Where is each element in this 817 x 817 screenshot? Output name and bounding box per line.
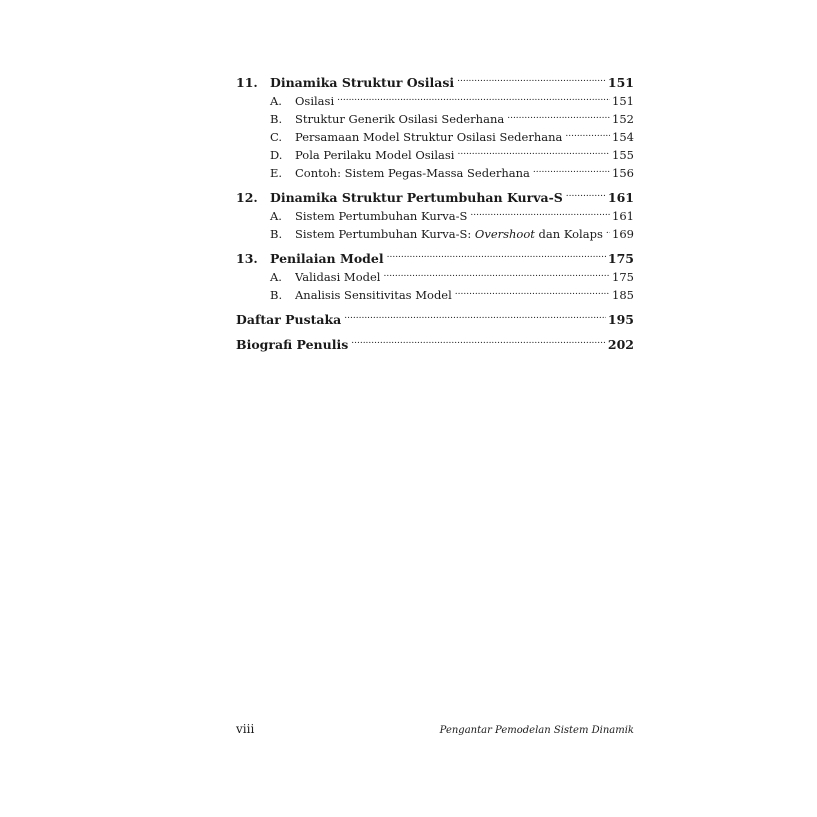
dot-leader bbox=[566, 190, 606, 203]
page-number: 152 bbox=[612, 112, 634, 126]
item-title-prefix: Sistem Pertumbuhan Kurva-S: bbox=[295, 227, 475, 241]
footer-book-title: Pengantar Pemodelan Sistem Dinamik bbox=[439, 725, 634, 736]
toc-bibliography[interactable] bbox=[236, 310, 634, 329]
toc-chapter-12[interactable] bbox=[236, 188, 634, 207]
item-title: Struktur Generik Osilasi Sederhana bbox=[295, 112, 505, 126]
dot-leader bbox=[351, 337, 606, 350]
chapter-title: Penilaian Model bbox=[270, 251, 384, 266]
page-number: 151 bbox=[607, 75, 634, 90]
dot-leader bbox=[533, 166, 610, 178]
dot-leader bbox=[457, 148, 610, 160]
item-title-italic: Overshoot bbox=[474, 227, 535, 241]
page-number: 195 bbox=[607, 312, 634, 327]
dot-leader bbox=[507, 112, 610, 124]
chapter-number: 11. bbox=[236, 75, 258, 90]
item-letter: B. bbox=[270, 288, 283, 302]
item-letter: E. bbox=[270, 166, 283, 180]
table-of-contents bbox=[236, 73, 634, 354]
page-number: 175 bbox=[607, 251, 634, 266]
toc-item-11e[interactable] bbox=[236, 164, 634, 182]
item-title: Osilasi bbox=[295, 94, 335, 108]
item-title: Analisis Sensitivitas Model bbox=[295, 288, 452, 302]
section-title: Biografi Penulis bbox=[236, 337, 349, 352]
toc-item-11b[interactable] bbox=[236, 110, 634, 128]
page-number: 154 bbox=[612, 130, 634, 144]
toc-item-11c[interactable] bbox=[236, 128, 634, 146]
page-number: 202 bbox=[607, 337, 634, 352]
page-number: 175 bbox=[612, 270, 634, 284]
page-number: 155 bbox=[612, 148, 634, 162]
item-letter: B. bbox=[270, 112, 283, 126]
chapter-number: 12. bbox=[236, 190, 258, 205]
item-letter: A. bbox=[270, 94, 282, 108]
item-letter: B. bbox=[270, 227, 283, 241]
toc-item-13a[interactable] bbox=[236, 268, 634, 286]
toc-item-13b[interactable] bbox=[236, 286, 634, 304]
dot-leader bbox=[455, 288, 610, 300]
toc-item-11d[interactable] bbox=[236, 146, 634, 164]
chapter-title: Dinamika Struktur Osilasi bbox=[270, 75, 455, 90]
toc-chapter-13[interactable] bbox=[236, 249, 634, 268]
item-title bbox=[295, 225, 603, 243]
section-title: Daftar Pustaka bbox=[236, 312, 342, 327]
item-letter: D. bbox=[270, 148, 283, 162]
toc-item-12b[interactable] bbox=[236, 225, 634, 243]
page-number: 185 bbox=[612, 288, 634, 302]
item-title: Validasi Model bbox=[295, 270, 381, 284]
dot-leader bbox=[457, 75, 606, 88]
page-number: 161 bbox=[612, 209, 634, 223]
dot-leader bbox=[337, 94, 610, 106]
item-title: Pola Perilaku Model Osilasi bbox=[295, 148, 455, 162]
item-title: Contoh: Sistem Pegas-Massa Sederhana bbox=[295, 166, 530, 180]
chapter-title: Dinamika Struktur Pertumbuhan Kurva-S bbox=[270, 190, 563, 205]
item-title: Sistem Pertumbuhan Kurva-S bbox=[295, 209, 468, 223]
toc-chapter-11[interactable] bbox=[236, 73, 634, 92]
footer-page-number: viii bbox=[236, 722, 255, 736]
dot-leader bbox=[470, 209, 610, 221]
page-footer bbox=[236, 722, 634, 736]
dot-leader bbox=[606, 227, 610, 239]
toc-item-11a[interactable] bbox=[236, 92, 634, 110]
dot-leader bbox=[565, 130, 610, 142]
item-letter: A. bbox=[270, 209, 282, 223]
item-letter: A. bbox=[270, 270, 282, 284]
item-letter: C. bbox=[270, 130, 283, 144]
item-title-suffix: dan Kolaps bbox=[534, 227, 603, 241]
chapter-number: 13. bbox=[236, 251, 258, 266]
page-number: 156 bbox=[612, 166, 634, 180]
page-number: 151 bbox=[612, 94, 634, 108]
page-number: 169 bbox=[612, 227, 634, 241]
dot-leader bbox=[344, 312, 606, 325]
toc-biography[interactable] bbox=[236, 335, 634, 354]
dot-leader bbox=[387, 251, 606, 264]
page-number: 161 bbox=[607, 190, 634, 205]
item-title: Persamaan Model Struktur Osilasi Sederhana bbox=[295, 130, 563, 144]
toc-item-12a[interactable] bbox=[236, 207, 634, 225]
dot-leader bbox=[383, 270, 610, 282]
